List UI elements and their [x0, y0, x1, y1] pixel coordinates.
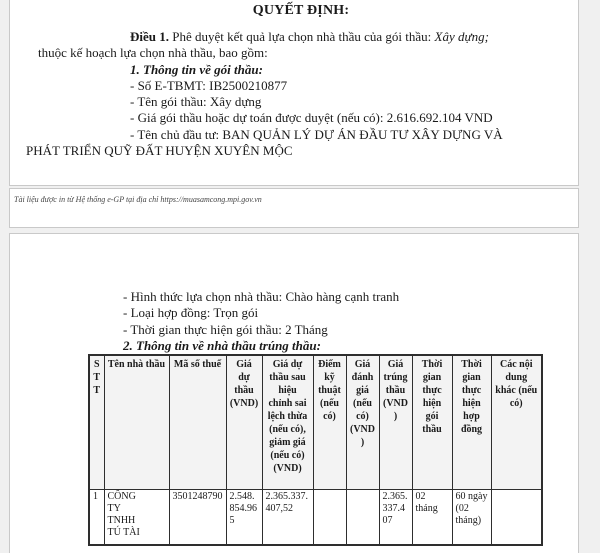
- table-row: [89, 489, 542, 545]
- document-page-2: [9, 233, 579, 553]
- cell-stt: 1: [89, 489, 104, 545]
- decision-title: QUYẾT ĐỊNH:: [252, 3, 350, 18]
- header-technical-score: Điểm kỹ thuật (nếu có): [313, 355, 346, 489]
- header-bid-price: Giá dự thầu (VND): [226, 355, 262, 489]
- header-tax-code: Mã số thuế: [169, 355, 226, 489]
- table-header-row: [89, 355, 542, 489]
- document-page-1: [9, 0, 579, 186]
- header-stt: STT: [89, 355, 104, 489]
- article-1-text: Phê duyệt kết quả lựa chọn nhà thầu của gói thầu:: [169, 29, 435, 44]
- header-bidder-name: Tên nhà thầu: [104, 355, 169, 489]
- cell-tax-code: 3501248790: [169, 489, 226, 545]
- bullet-investor: - Tên chủ đầu tư: BAN QUẢN LÝ DỰ ÁN ĐẦU TƯ XÂY DỰNG VÀ: [130, 126, 503, 142]
- bullet-etbmt: - Số E-TBMT: IB2500210877: [130, 77, 288, 93]
- header-package-duration: Thời gian thực hiện gói thầu: [412, 355, 452, 489]
- cell-bidder-name: [104, 489, 169, 545]
- cell-corrected-bid-price: 2.365.337.407,52: [262, 489, 313, 545]
- winning-bidder-heading: 2. Thông tin về nhà thầu trúng thầu:: [123, 337, 321, 353]
- print-source-footer: Tài liệu được in từ Hệ thống e-GP tại địa chỉ https://muasamcong.mpi.gov.vn: [14, 195, 262, 204]
- cell-winning-price: 2.365.337.407: [379, 489, 412, 545]
- header-other-contents: Các nội dung khác (nếu có): [491, 355, 542, 489]
- cell-package-duration: 02 tháng: [412, 489, 452, 545]
- cell-bid-price: 2.548.854.965: [226, 489, 262, 545]
- cell-contract-duration: 60 ngày (02 tháng): [452, 489, 491, 545]
- article-1-line-2: thuộc kế hoạch lựa chọn nhà thầu, bao gồm:: [38, 45, 268, 61]
- bullet-package-name: - Tên gói thầu: Xây dựng: [130, 94, 262, 110]
- bullet-package-price: - Giá gói thầu hoặc dự toán được duyệt (nếu có): 2.616.692.104 VND: [130, 110, 493, 126]
- header-contract-duration: Thời gian thực hiện hợp đồng: [452, 355, 491, 489]
- bullet-duration: - Thời gian thực hiện gói thầu: 2 Tháng: [123, 321, 328, 337]
- bullet-selection-method: - Hình thức lựa chọn nhà thầu: Chào hàng cạnh tranh: [123, 289, 400, 304]
- article-1-label: Điều 1.: [130, 29, 169, 44]
- header-corrected-bid-price: Giá dự thầu sau hiệu chỉnh sai lệch thừa (nếu có), giảm giá (nếu có) (VND): [262, 355, 313, 489]
- cell-other-contents: [491, 489, 542, 545]
- article-1-package-name: Xây dựng;: [434, 29, 489, 44]
- bullet-contract-type: - Loại hợp đồng: Trọn gói: [123, 305, 259, 321]
- header-evaluated-price: Giá đánh giá (nếu có) (VND): [346, 355, 379, 489]
- header-winning-price: Giá trúng thầu (VND): [379, 355, 412, 489]
- article-1-line-1: [26, 29, 548, 45]
- page-1-footer-strip: [9, 188, 579, 228]
- cell-technical-score: [313, 489, 346, 545]
- bidder-results-table: [88, 354, 543, 546]
- bidder-name-text: CÔNG TY TNHH TÚ TÀI: [107, 490, 140, 538]
- bullet-investor-continued: PHÁT TRIỂN QUỸ ĐẤT HUYỆN XUYÊN MỘC: [26, 143, 293, 159]
- package-info-heading: 1. Thông tin về gói thầu:: [130, 61, 263, 77]
- cell-evaluated-price: [346, 489, 379, 545]
